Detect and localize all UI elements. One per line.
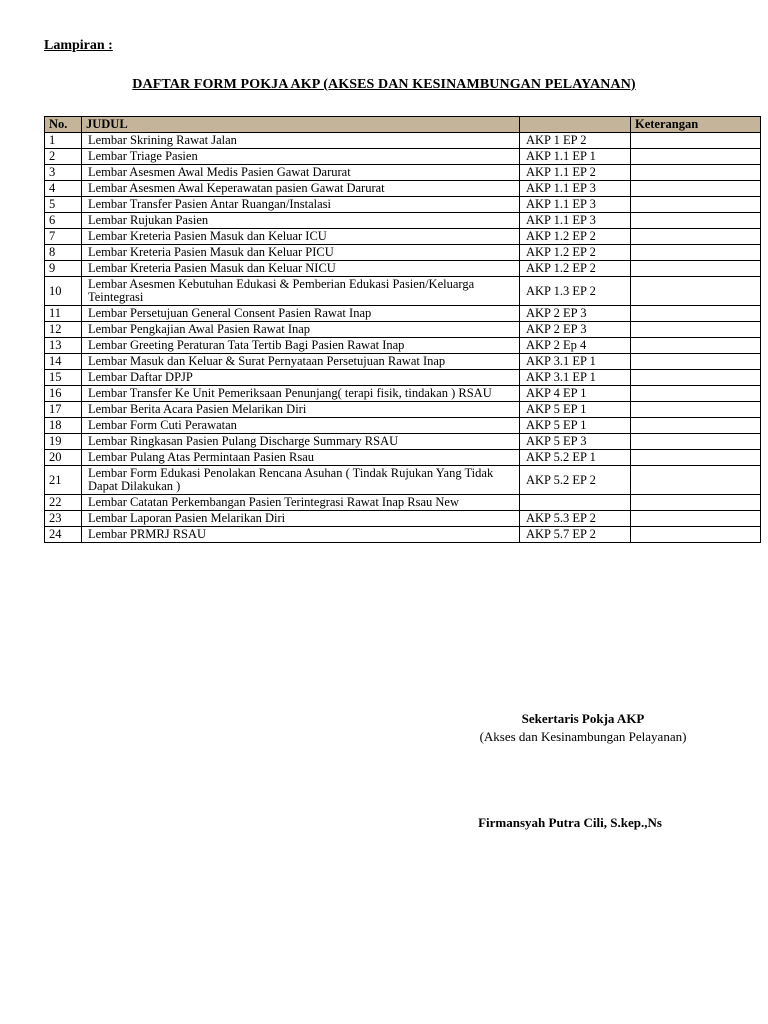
remarks-cell — [631, 418, 761, 434]
signatory-unit: (Akses dan Kesinambungan Pelayanan) — [479, 729, 687, 744]
akp-code-cell: AKP 5.2 EP 1 — [520, 450, 631, 466]
row-number-cell: 8 — [45, 245, 82, 261]
table-row — [45, 197, 761, 213]
akp-code-cell: AKP 1.3 EP 2 — [520, 277, 631, 306]
row-number-cell: 10 — [45, 277, 82, 306]
remarks-cell — [631, 165, 761, 181]
form-title-cell: Lembar Catatan Perkembangan Pasien Terintegrasi Rawat Inap Rsau New — [82, 495, 520, 511]
attachment-label: Lampiran : — [44, 38, 113, 53]
form-title-cell: Lembar Form Edukasi Penolakan Rencana Asuhan ( Tindak Rujukan Yang Tidak Dapat Dilakukan ) — [82, 466, 520, 495]
table-row — [45, 450, 761, 466]
signatory-name: Firmansyah Putra Cili, S.kep.,Ns — [478, 815, 662, 830]
table-row — [45, 322, 761, 338]
form-title-cell: Lembar Kreteria Pasien Masuk dan Keluar NICU — [82, 261, 520, 277]
akp-code-cell: AKP 5 EP 3 — [520, 434, 631, 450]
form-title-cell: Lembar Asesmen Awal Keperawatan pasien Gawat Darurat — [82, 181, 520, 197]
remarks-cell — [631, 495, 761, 511]
column-header-judul: JUDUL — [82, 117, 520, 133]
remarks-cell — [631, 527, 761, 543]
form-title-cell: Lembar Transfer Ke Unit Pemeriksaan Penunjang( terapi fisik, tindakan ) RSAU — [82, 386, 520, 402]
table-row — [45, 527, 761, 543]
akp-code-cell: AKP 5 EP 1 — [520, 402, 631, 418]
table-row — [45, 370, 761, 386]
table-row — [45, 306, 761, 322]
akp-code-cell: AKP 1.1 EP 3 — [520, 213, 631, 229]
row-number-cell: 16 — [45, 386, 82, 402]
remarks-cell — [631, 511, 761, 527]
column-header-code — [520, 117, 631, 133]
table-row — [45, 386, 761, 402]
table-row — [45, 277, 761, 306]
akp-code-cell: AKP 3.1 EP 1 — [520, 370, 631, 386]
remarks-cell — [631, 354, 761, 370]
row-number-cell: 6 — [45, 213, 82, 229]
akp-code-cell: AKP 5.3 EP 2 — [520, 511, 631, 527]
row-number-cell: 23 — [45, 511, 82, 527]
remarks-cell — [631, 338, 761, 354]
form-title-cell: Lembar Asesmen Awal Medis Pasien Gawat Darurat — [82, 165, 520, 181]
remarks-cell — [631, 149, 761, 165]
table-row — [45, 149, 761, 165]
remarks-cell — [631, 370, 761, 386]
row-number-cell: 9 — [45, 261, 82, 277]
row-number-cell: 21 — [45, 466, 82, 495]
form-title-cell: Lembar Greeting Peraturan Tata Tertib Bagi Pasien Rawat Inap — [82, 338, 520, 354]
akp-code-cell: AKP 1 EP 2 — [520, 133, 631, 149]
remarks-cell — [631, 133, 761, 149]
remarks-cell — [631, 197, 761, 213]
akp-code-cell: AKP 1.2 EP 2 — [520, 229, 631, 245]
form-list-table — [44, 116, 761, 543]
table-row — [45, 181, 761, 197]
akp-code-cell: AKP 4 EP 1 — [520, 386, 631, 402]
document-title: DAFTAR FORM POKJA AKP (AKSES DAN KESINAMBUNGAN PELAYANAN) — [132, 77, 636, 92]
row-number-cell: 4 — [45, 181, 82, 197]
form-title-cell: Lembar Kreteria Pasien Masuk dan Keluar PICU — [82, 245, 520, 261]
akp-code-cell: AKP 1.1 EP 1 — [520, 149, 631, 165]
form-title-cell: Lembar Rujukan Pasien — [82, 213, 520, 229]
table-body — [45, 133, 761, 543]
signatory-role: Sekertaris Pokja AKP — [521, 711, 645, 726]
row-number-cell: 12 — [45, 322, 82, 338]
table-row — [45, 261, 761, 277]
remarks-cell — [631, 245, 761, 261]
row-number-cell: 22 — [45, 495, 82, 511]
form-title-cell: Lembar PRMRJ RSAU — [82, 527, 520, 543]
form-title-cell: Lembar Pengkajian Awal Pasien Rawat Inap — [82, 322, 520, 338]
table-row — [45, 434, 761, 450]
row-number-cell: 11 — [45, 306, 82, 322]
row-number-cell: 24 — [45, 527, 82, 543]
row-number-cell: 5 — [45, 197, 82, 213]
table-row — [45, 402, 761, 418]
remarks-cell — [631, 277, 761, 306]
form-title-cell: Lembar Skrining Rawat Jalan — [82, 133, 520, 149]
table-row — [45, 133, 761, 149]
column-header-keterangan: Keterangan — [631, 117, 761, 133]
remarks-cell — [631, 434, 761, 450]
table-row — [45, 354, 761, 370]
table-row — [45, 213, 761, 229]
row-number-cell: 19 — [45, 434, 82, 450]
form-title-cell: Lembar Form Cuti Perawatan — [82, 418, 520, 434]
form-title-cell: Lembar Asesmen Kebutuhan Edukasi & Pemberian Edukasi Pasien/Keluarga Teintegrasi — [82, 277, 520, 306]
row-number-cell: 7 — [45, 229, 82, 245]
akp-code-cell: AKP 1.1 EP 3 — [520, 181, 631, 197]
akp-code-cell: AKP 2 EP 3 — [520, 322, 631, 338]
akp-code-cell: AKP 5 EP 1 — [520, 418, 631, 434]
remarks-cell — [631, 229, 761, 245]
akp-code-cell: AKP 1.2 EP 2 — [520, 245, 631, 261]
akp-code-cell: AKP 1.1 EP 2 — [520, 165, 631, 181]
row-number-cell: 20 — [45, 450, 82, 466]
akp-code-cell: AKP 3.1 EP 1 — [520, 354, 631, 370]
form-title-cell: Lembar Kreteria Pasien Masuk dan Keluar ICU — [82, 229, 520, 245]
form-title-cell: Lembar Triage Pasien — [82, 149, 520, 165]
remarks-cell — [631, 213, 761, 229]
form-title-cell: Lembar Berita Acara Pasien Melarikan Diri — [82, 402, 520, 418]
akp-code-cell: AKP 2 EP 3 — [520, 306, 631, 322]
row-number-cell: 13 — [45, 338, 82, 354]
form-title-cell: Lembar Masuk dan Keluar & Surat Pernyataan Persetujuan Rawat Inap — [82, 354, 520, 370]
remarks-cell — [631, 261, 761, 277]
table-header-row — [45, 117, 761, 133]
column-header-no: No. — [45, 117, 82, 133]
remarks-cell — [631, 450, 761, 466]
table-row — [45, 495, 761, 511]
remarks-cell — [631, 322, 761, 338]
akp-code-cell: AKP 1.2 EP 2 — [520, 261, 631, 277]
table-row — [45, 245, 761, 261]
row-number-cell: 2 — [45, 149, 82, 165]
form-title-cell: Lembar Transfer Pasien Antar Ruangan/Instalasi — [82, 197, 520, 213]
akp-code-cell — [520, 495, 631, 511]
row-number-cell: 1 — [45, 133, 82, 149]
table-row — [45, 338, 761, 354]
row-number-cell: 15 — [45, 370, 82, 386]
remarks-cell — [631, 466, 761, 495]
form-title-cell: Lembar Daftar DPJP — [82, 370, 520, 386]
form-title-cell: Lembar Laporan Pasien Melarikan Diri — [82, 511, 520, 527]
form-title-cell: Lembar Pulang Atas Permintaan Pasien Rsau — [82, 450, 520, 466]
row-number-cell: 14 — [45, 354, 82, 370]
table-row — [45, 511, 761, 527]
remarks-cell — [631, 386, 761, 402]
table-row — [45, 165, 761, 181]
table-row — [45, 418, 761, 434]
akp-code-cell: AKP 2 Ep 4 — [520, 338, 631, 354]
row-number-cell: 18 — [45, 418, 82, 434]
akp-code-cell: AKP 5.2 EP 2 — [520, 466, 631, 495]
form-title-cell: Lembar Ringkasan Pasien Pulang Discharge Summary RSAU — [82, 434, 520, 450]
remarks-cell — [631, 402, 761, 418]
akp-code-cell: AKP 1.1 EP 3 — [520, 197, 631, 213]
akp-code-cell: AKP 5.7 EP 2 — [520, 527, 631, 543]
row-number-cell: 17 — [45, 402, 82, 418]
remarks-cell — [631, 306, 761, 322]
row-number-cell: 3 — [45, 165, 82, 181]
remarks-cell — [631, 181, 761, 197]
table-row — [45, 229, 761, 245]
table-row — [45, 466, 761, 495]
form-title-cell: Lembar Persetujuan General Consent Pasien Rawat Inap — [82, 306, 520, 322]
